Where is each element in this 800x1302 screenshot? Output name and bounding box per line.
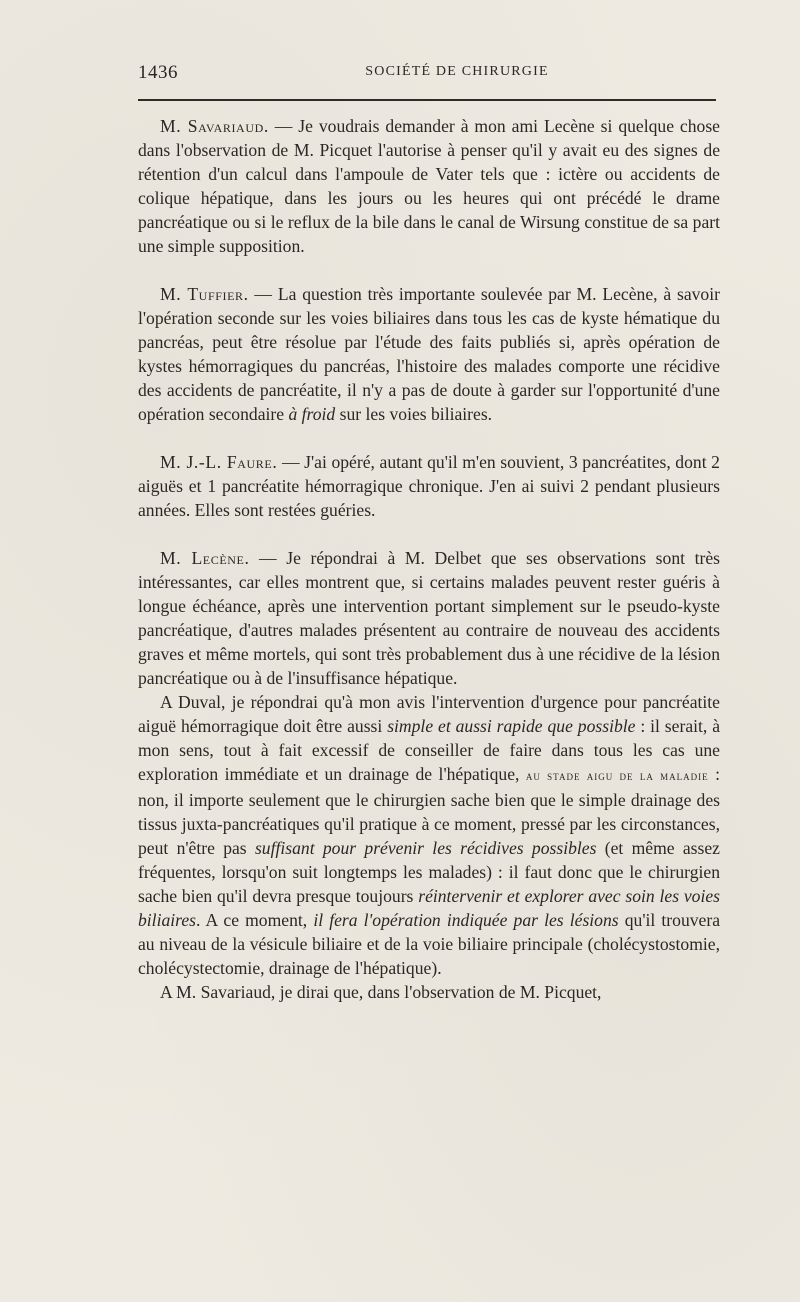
paragraph-savariaud-reply (138, 980, 720, 1004)
paragraph-tuffier (138, 282, 720, 426)
small-caps-text: au stade aigu de la maladie (525, 768, 709, 783)
speaker-name: M. Tuffier. (160, 284, 249, 304)
emphasis-text: à froid (288, 404, 336, 424)
page-number: 1436 (138, 62, 178, 83)
header-rule (138, 99, 716, 101)
paragraph-text: . A ce moment, (196, 910, 314, 930)
paragraph-text: qu'il trouvera au niveau de la vésicule biliaire et de la voie biliaire principale (cholécystostomie, cholécystectomie, drainage de l'hépatique). (138, 910, 721, 978)
paragraph-text: — J'ai opéré, autant qu'il m'en souvient, 3 pancréatites, dont 2 aiguës et 1 pancréatite hémorragique chronique. J'en ai suivi 2 pendant plusieurs années. Elles sont restées guéries. (138, 452, 720, 520)
paragraph-text: — Je voudrais demander à mon ami Lecène si quelque chose dans l'observation de M. Picquet l'autorise à penser qu'il y avait eu des signes de rétention d'un calcul dans l'ampoule de Vater tels que : ictère ou accidents de colique hépatique, dans les jours ou les heures qui ont précédé le drame pancréatique ou si le reflux de la bile dans le canal de Wirsung constitue de sa part une simple supposition. (138, 116, 720, 256)
paragraph-text: : non, il importe seulement que le chirurgien sache bien que le simple drainage des tissus juxta-pancréatiques qu'il pratique à ce moment, pressé par les circonstances, peut n'être pas (138, 764, 720, 858)
paragraph-text: — Je répondrai à M. Delbet que ses observations sont très intéressantes, car elles montrent que, si certains malades peuvent rester guéris à longue échéance, après une intervention portant simplement sur le pseudo-kyste pancréatique, d'autres malades présentent au contraire de nouveau des accidents graves et même mortels, qui sont très probablement dus à une récidive de la lésion pancréatique ou à de l'insuffisance hépatique. (138, 548, 721, 688)
paragraph-lecene (138, 546, 720, 690)
running-title: SOCIÉTÉ DE CHIRURGIE (365, 64, 549, 79)
emphasis-text: réintervenir et explorer avec soin les voies biliaires (138, 886, 720, 930)
paragraph-text: (et même assez fréquentes, lorsqu'on suit longtemps les malades) : il faut donc que le chirurgien sache bien qu'il devra presque toujours (138, 838, 720, 906)
paragraph-text: A M. Savariaud, je dirai que, dans l'observation de M. Picquet, (160, 982, 602, 1002)
emphasis-text: simple et aussi rapide que possible (387, 716, 636, 736)
emphasis-text: il fera l'opération indiquée par les lésions (313, 910, 619, 930)
page-header (138, 60, 716, 86)
body-text (138, 114, 720, 1004)
speaker-name: M. J.-L. Faure. (160, 452, 278, 472)
paragraph-text: sur les voies biliaires. (335, 404, 493, 424)
speaker-name: M. Lecène. (160, 548, 250, 568)
paragraph-savariaud (138, 114, 720, 258)
paragraph-duval (138, 690, 720, 980)
paragraph-text: A Duval, je répondrai qu'à mon avis l'intervention d'urgence pour pancréatite aiguë hémorragique doit être aussi (138, 692, 720, 736)
speaker-name: M. Savariaud. (160, 116, 269, 136)
paragraph-text: — La question très importante soulevée par M. Lecène, à savoir l'opération seconde sur les voies biliaires dans tous les cas de kyste hématique du pancréas, peut être résolue par l'étude des faits publiés si, après opération de kystes hémorragiques du pancréas, l'histoire des malades comporte une récidive des accidents de pancréatite, il n'y a pas de doute à garder sur l'opportunité d'une opération secondaire (138, 284, 720, 424)
paragraph-text: : il serait, à mon sens, tout à fait excessif de conseiller de faire dans tous les cas une exploration immédiate et un drainage de l'hépatique, (138, 716, 721, 784)
paragraph-faure (138, 450, 720, 522)
emphasis-text: suffisant pour prévenir les récidives possibles (254, 838, 597, 858)
